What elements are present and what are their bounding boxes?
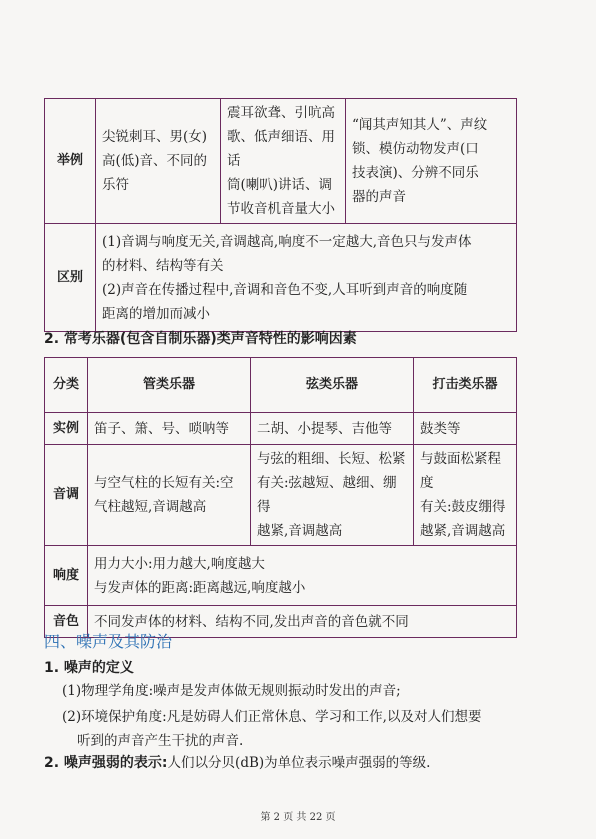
header-percussion: 打击类乐器 (414, 358, 517, 413)
text-line: 筒(喇叭)讲话、调 (227, 177, 333, 193)
noise-definition-line: 听到的声音产生干扰的声音. (77, 733, 244, 749)
text-line: 与弦的粗细、长短、松紧 (257, 451, 406, 467)
row-label-instance: 实例 (45, 413, 88, 445)
text-line: 震耳欲聋、引吭高 (227, 105, 335, 121)
page-footer: 第 2 页 共 22 页 (260, 812, 336, 823)
text-line: (1)音调与响度无关,音调越高,响度不一定越大,音色只与发声体 (102, 233, 472, 250)
text-line: 尖锐刺耳、男(女) (102, 129, 208, 145)
text-line: 用力大小:用力越大,响度越大 (94, 555, 265, 572)
header-wind: 管类乐器 (88, 358, 251, 413)
noise-definition-title: 1. 噪声的定义 (44, 660, 134, 676)
text-line: 与发声体的距离:距离越远,响度越小 (94, 579, 306, 596)
text-line: 与空气柱的长短有关:空 (94, 475, 234, 491)
row-label-difference: 区别 (45, 224, 96, 332)
text-line: 器的声音 (352, 189, 406, 205)
example-pitch-cell (96, 99, 221, 224)
section-2-title: 2. 常考乐器(包含自制乐器)类声音特性的影响因素 (44, 331, 357, 347)
text-line: 有关:鼓皮绷得 (420, 499, 506, 515)
text-line: 鼓类等 (420, 420, 461, 437)
instrument-factors-table (44, 357, 517, 638)
noise-level-paragraph (44, 751, 430, 775)
noise-definition-line: (1)物理学角度:噪声是发声体做无规则振动时发出的声音; (62, 683, 401, 699)
text-line: 距离的增加而减小 (102, 305, 210, 322)
text-line: 乐符 (102, 177, 129, 193)
text-line: (2)声音在传播过程中,音调和音色不变,人耳听到声音的响度随 (102, 281, 468, 298)
text-line: 歌、低声细语、用话 (227, 129, 335, 169)
header-string: 弦类乐器 (251, 358, 414, 413)
row-label-timbre: 音色 (45, 606, 88, 638)
text-line: 有关:弦越短、越细、绷得 (257, 475, 397, 515)
instance-percussion (414, 413, 517, 445)
sound-properties-table (44, 98, 517, 332)
text-line: 高(低)音、不同的 (102, 153, 208, 169)
difference-cell (96, 224, 517, 332)
pitch-percussion (414, 445, 517, 546)
text-line: 气柱越短,音调越高 (94, 499, 207, 515)
pitch-string (251, 445, 414, 546)
pitch-wind (88, 445, 251, 546)
text-line: 二胡、小提琴、吉他等 (257, 420, 392, 437)
loudness-cell (88, 546, 517, 606)
section-4-heading: 四、噪声及其防治 (44, 632, 173, 651)
text-line: 的材料、结构等有关 (102, 257, 224, 274)
text-line: “闻其声知其人”、声纹 (352, 117, 488, 133)
noise-definition-line: (2)环境保护角度:凡是妨碍人们正常休息、学习和工作,以及对人们想要 (62, 709, 482, 725)
text-line: 笛子、箫、号、唢呐等 (94, 420, 229, 437)
text-line: 锁、模仿动物发声(口 (352, 141, 479, 157)
text-line: 越紧,音调越高 (420, 523, 506, 539)
row-label-example: 举例 (45, 99, 96, 224)
noise-level-title: 2. 噪声强弱的表示: (44, 755, 168, 771)
row-label-pitch: 音调 (45, 445, 88, 546)
text-line: 与鼓面松紧程度 (420, 451, 501, 491)
instance-string (251, 413, 414, 445)
text-line: 节收音机音量大小 (227, 201, 335, 217)
example-loudness-cell (221, 99, 346, 224)
example-timbre-cell (346, 99, 517, 224)
instance-wind (88, 413, 251, 445)
header-category: 分类 (45, 358, 88, 413)
text-line: 不同发声体的材料、结构不同,发出声音的音色就不同 (94, 613, 409, 630)
noise-level-text: 人们以分贝(dB)为单位表示噪声强弱的等级. (167, 755, 431, 771)
text-line: 技表演)、分辨不同乐 (352, 165, 479, 181)
row-label-loudness: 响度 (45, 546, 88, 606)
text-line: 越紧,音调越高 (257, 523, 343, 539)
